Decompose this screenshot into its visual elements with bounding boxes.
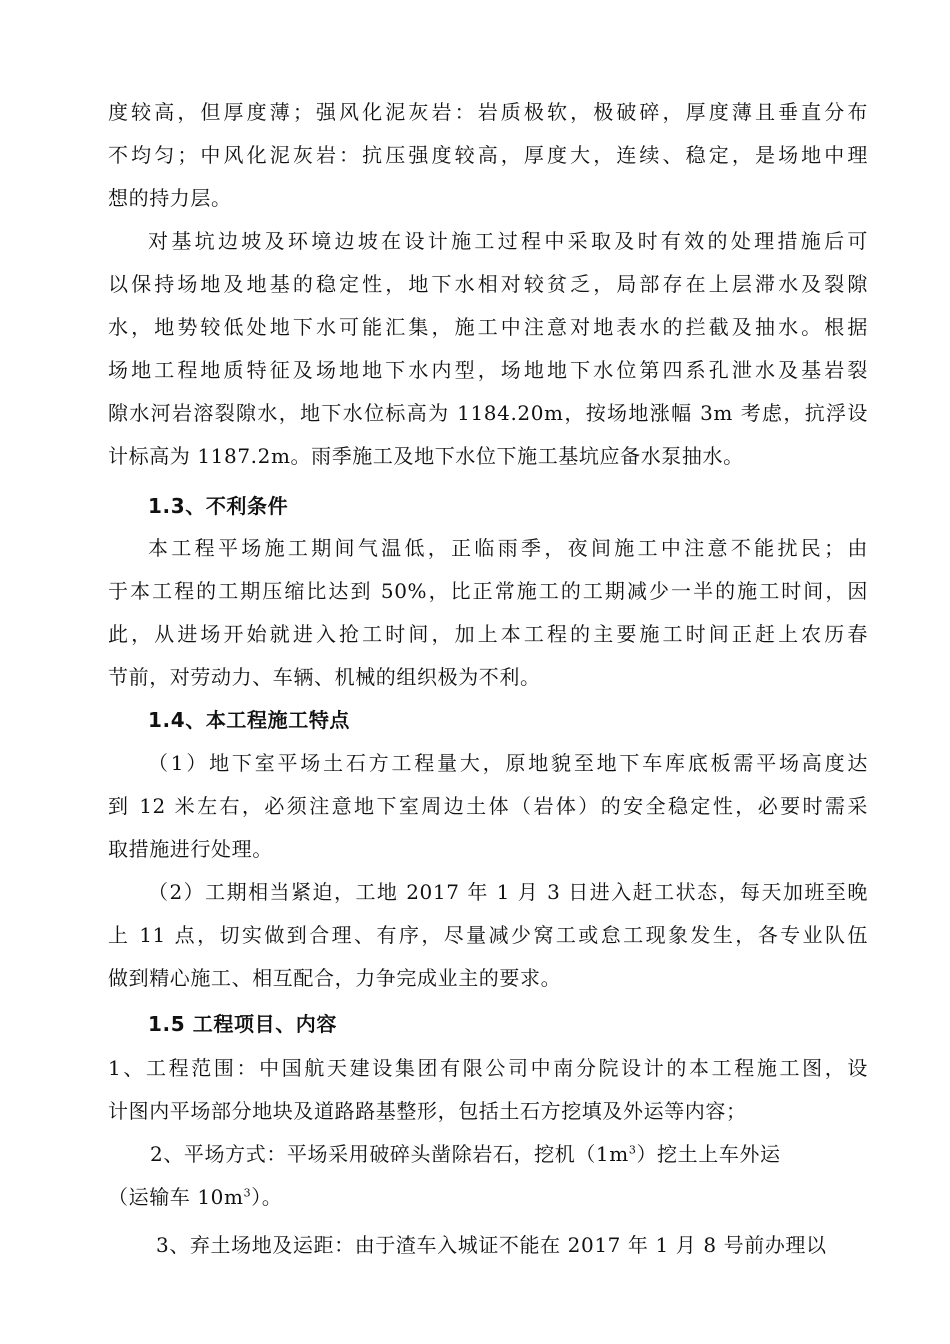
paragraph-4-line-2: 到 12 米左右，必须注意地下室周边土体（岩体）的安全稳定性，必要时需采 (108, 794, 868, 818)
paragraph-4-line-3: 取措施进行处理。 (108, 837, 273, 861)
paragraph-2-line-1: 对基坑边坡及环境边坡在设计施工过程中采取及时有效的处理措施后可 (148, 229, 868, 253)
paragraph-7-line-2 (108, 1183, 282, 1211)
paragraph-3-line-3: 此，从进场开始就进入抢工时间，加上本工程的主要施工时间正赶上农历春 (108, 622, 868, 646)
paragraph-2-line-2: 以保持场地及地基的稳定性，地下水相对较贫乏，局部存在上层滞水及裂隙 (108, 272, 868, 296)
paragraph-7-line-1-text-a: 2、平场方式：平场采用破碎头凿除岩石，挖机（1m (150, 1142, 629, 1166)
superscript-cubic-2: 3 (243, 1186, 252, 1200)
section-heading-1-5: 1.5 工程项目、内容 (148, 1012, 337, 1036)
paragraph-3-line-2: 于本工程的工期压缩比达到 50%，比正常施工的工期减少一半的施工时间，因 (108, 579, 868, 603)
paragraph-2-line-4: 场地工程地质特征及场地地下水内型，场地地下水位第四系孔泄水及基岩裂 (108, 358, 868, 382)
paragraph-5-line-2: 上 11 点，切实做到合理、有序，尽量减少窝工或怠工现象发生，各专业队伍 (108, 923, 868, 947)
paragraph-7-line-1-text-b: ）挖土上车外运 (636, 1142, 781, 1166)
paragraph-1-line-2: 不均匀；中风化泥灰岩：抗压强度较高，厚度大，连续、稳定，是场地中理 (108, 143, 868, 167)
paragraph-3-line-4: 节前，对劳动力、车辆、机械的组织极为不利。 (108, 665, 541, 689)
paragraph-2-line-3: 水，地势较低处地下水可能汇集，施工中注意对地表水的拦截及抽水。根据 (108, 315, 868, 339)
paragraph-8-line-1: 3、弃土场地及运距：由于渣车入城证不能在 2017 年 1 月 8 号前办理以 (156, 1233, 827, 1257)
paragraph-2-line-5: 隙水河岩溶裂隙水，地下水位标高为 1184.20m，按场地涨幅 3m 考虑，抗浮设 (108, 401, 868, 425)
paragraph-5-line-3: 做到精心施工、相互配合，力争完成业主的要求。 (108, 966, 562, 990)
paragraph-4-line-1: （1）地下室平场土石方工程量大，原地貌至地下车库底板需平场高度达 (148, 751, 868, 775)
paragraph-2-line-6: 计标高为 1187.2m。雨季施工及地下水位下施工基坑应备水泵抽水。 (108, 444, 744, 468)
paragraph-7-line-2-text-a: （运输车 10m (108, 1185, 244, 1209)
superscript-cubic-1: 3 (628, 1143, 637, 1157)
paragraph-3-line-1: 本工程平场施工期间气温低，正临雨季，夜间施工中注意不能扰民；由 (148, 536, 868, 560)
paragraph-5-line-1: （2）工期相当紧迫，工地 2017 年 1 月 3 日进入赶工状态，每天加班至晚 (148, 880, 868, 904)
paragraph-7-line-1 (150, 1140, 781, 1168)
paragraph-1-line-1: 度较高，但厚度薄；强风化泥灰岩：岩质极软，极破碎，厚度薄且垂直分布 (108, 100, 868, 124)
paragraph-6-line-2: 计图内平场部分地块及道路路基整形，包括土石方挖填及外运等内容； (108, 1099, 747, 1123)
paragraph-1-line-3: 想的持力层。 (108, 186, 232, 210)
paragraph-7-line-2-text-b: ）。 (251, 1185, 283, 1209)
paragraph-6-line-1: 1、工程范围：中国航天建设集团有限公司中南分院设计的本工程施工图，设 (108, 1056, 868, 1080)
section-heading-1-3: 1.3、不利条件 (148, 494, 289, 518)
section-heading-1-4: 1.4、本工程施工特点 (148, 708, 351, 732)
